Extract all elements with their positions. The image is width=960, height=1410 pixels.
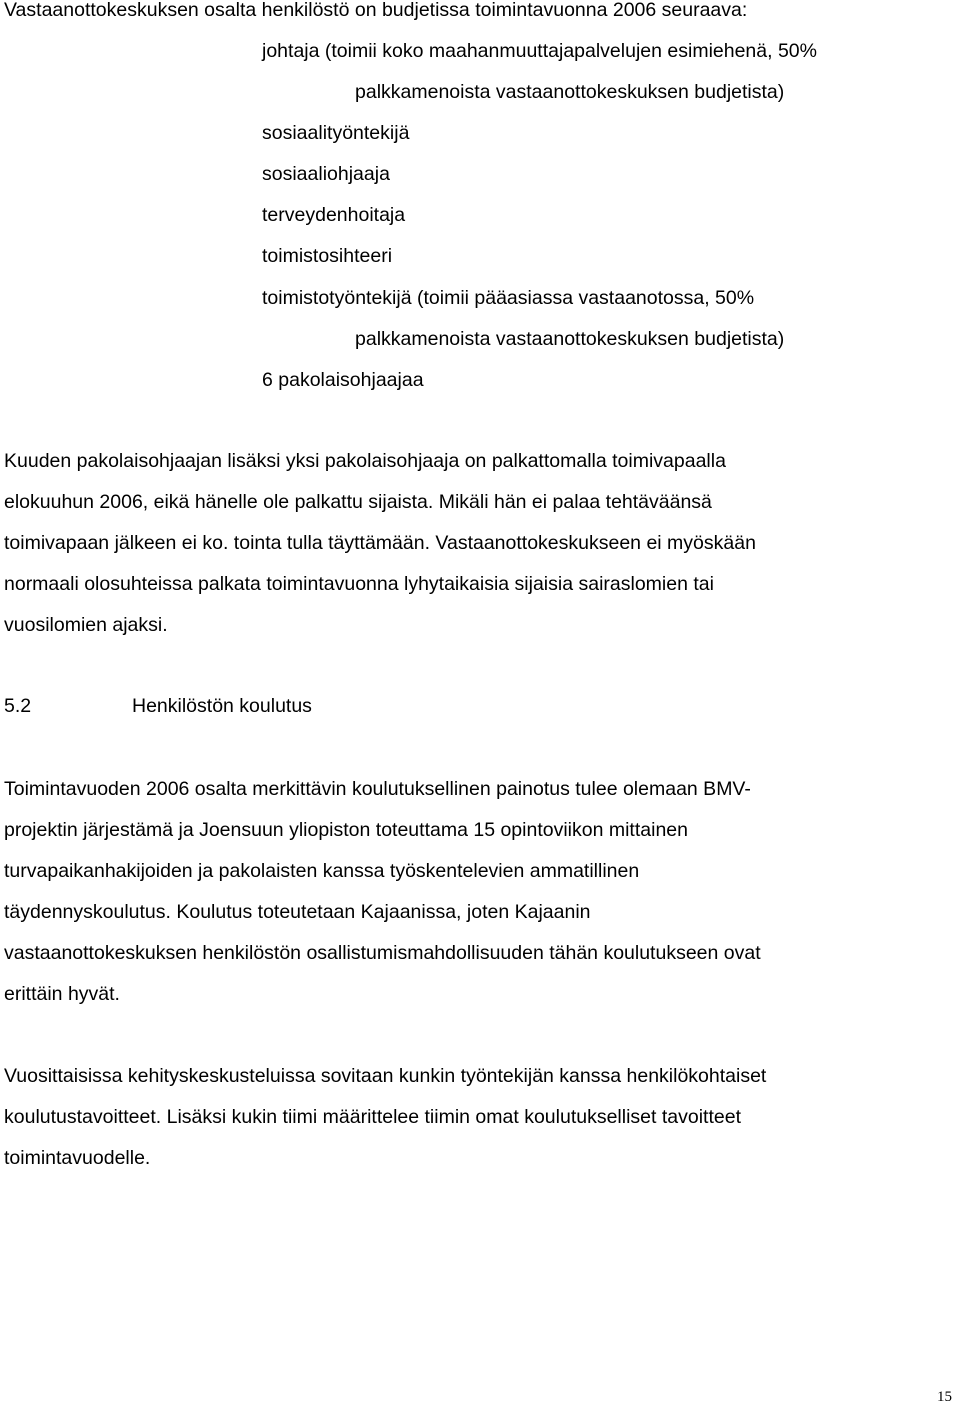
paragraph-line: turvapaikanhakijoiden ja pakolaisten kanssa työskentelevien ammatillinen: [4, 860, 640, 882]
paragraph-line: täydennyskoulutus. Koulutus toteutetaan Kajaanissa, joten Kajaanin: [4, 901, 591, 923]
paragraph-line: toimintavuodelle.: [4, 1147, 151, 1169]
staff-item-public-health-nurse: terveydenhoitaja: [262, 204, 406, 226]
paragraph-line: Toimintavuoden 2006 osalta merkittävin koulutuksellinen painotus tulee olemaan BMV-: [4, 778, 751, 800]
paragraph-line: erittäin hyvät.: [4, 983, 120, 1005]
section-number: 5.2: [4, 695, 32, 717]
paragraph-line: elokuuhun 2006, eikä hänelle ole palkattu sijaista. Mikäli hän ei palaa tehtäväänsä: [4, 491, 712, 513]
paragraph-line: normaali olosuhteissa palkata toimintavuonna lyhytaikaisia sijaisia sairaslomien tai: [4, 573, 714, 595]
page-number: 15: [937, 1389, 952, 1405]
section-title: Henkilöstön koulutus: [132, 695, 312, 717]
staff-item-office-worker-continued: palkkamenoista vastaanottokeskuksen budjetista): [355, 328, 785, 350]
staff-item-director-continued: palkkamenoista vastaanottokeskuksen budjetista): [355, 81, 785, 103]
staff-item-refugee-instructors: 6 pakolaisohjaajaa: [262, 369, 424, 391]
paragraph-training-focus: [4, 769, 944, 1015]
paragraph-staffing-notes: [4, 441, 944, 646]
staff-item-office-secretary: toimistosihteeri: [262, 245, 393, 267]
paragraph-line: Kuuden pakolaisohjaajan lisäksi yksi pakolaisohjaaja on palkattomalla toimivapaalla: [4, 450, 726, 472]
section-heading: [4, 694, 312, 718]
staff-item-social-worker: sosiaalityöntekijä: [262, 122, 410, 144]
intro-sentence: Vastaanottokeskuksen osalta henkilöstö on budjetissa toimintavuonna 2006 seuraava:: [4, 0, 748, 21]
staff-item-director: johtaja (toimii koko maahanmuuttajapalvelujen esimiehenä, 50%: [262, 40, 817, 62]
paragraph-line: projektin järjestämä ja Joensuun yliopiston toteuttama 15 opintoviikon mittainen: [4, 819, 688, 841]
paragraph-line: vuosilomien ajaksi.: [4, 614, 168, 636]
paragraph-development-discussions: [4, 1056, 944, 1179]
staff-item-office-worker: toimistotyöntekijä (toimii pääasiassa vastaanotossa, 50%: [262, 287, 755, 309]
paragraph-line: toimivapaan jälkeen ei ko. tointa tulla täyttämään. Vastaanottokeskukseen ei myöskään: [4, 532, 756, 554]
staff-item-social-instructor: sosiaaliohjaaja: [262, 163, 390, 185]
paragraph-line: koulutustavoitteet. Lisäksi kukin tiimi määrittelee tiimin omat koulutukselliset tavoitteet: [4, 1106, 741, 1128]
paragraph-line: vastaanottokeskuksen henkilöstön osallistumismahdollisuuden tähän koulutukseen ovat: [4, 942, 761, 964]
paragraph-line: Vuosittaisissa kehityskeskusteluissa sovitaan kunkin työntekijän kanssa henkilökohtaiset: [4, 1065, 767, 1087]
